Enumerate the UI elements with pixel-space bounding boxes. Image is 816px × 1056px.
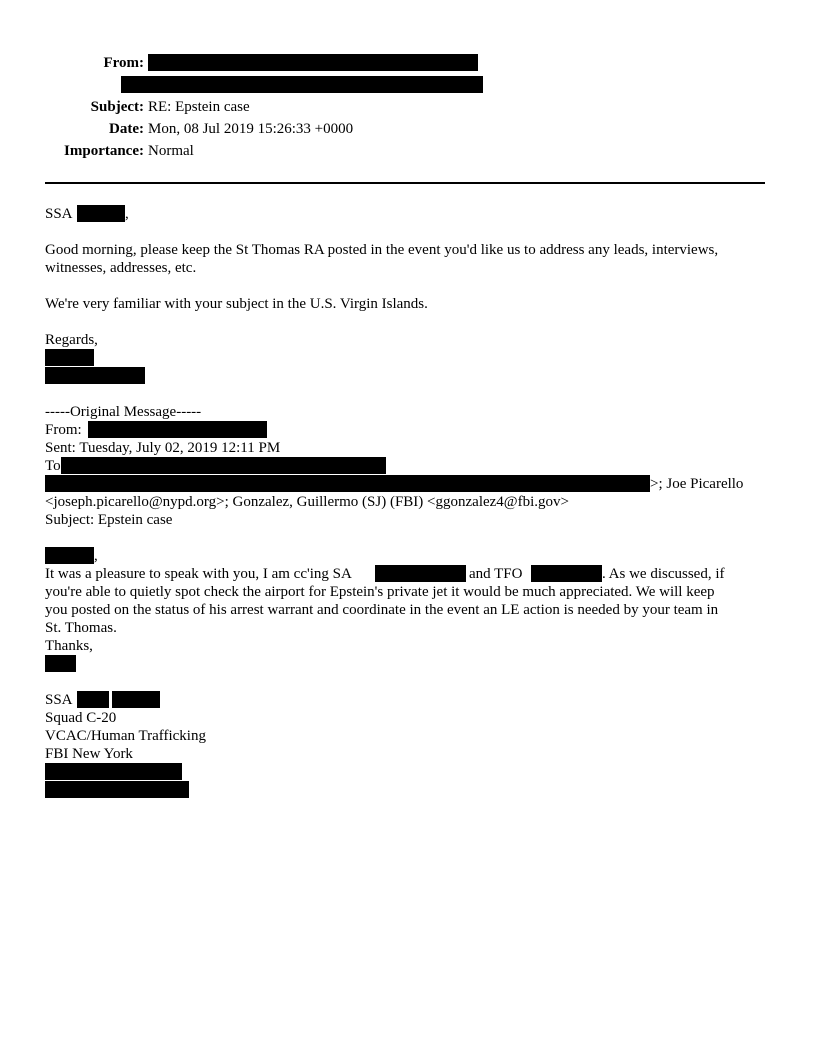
original-to-tail: >; Joe Picarello: [650, 476, 744, 492]
signature-prefix: SSA: [45, 692, 73, 708]
reply-paragraph-1-line-2: witnesses, addresses, etc.: [45, 260, 197, 276]
signature-office: FBI New York: [45, 746, 133, 762]
redacted-from-line2: [121, 76, 483, 93]
original-body-line-1b: and TFO: [469, 566, 523, 582]
original-body-line-2: you're able to quietly spot check the airport for Epstein's private jet it would be much appreciated. We will keep: [45, 584, 715, 600]
signature-unit: VCAC/Human Trafficking: [45, 728, 206, 744]
reply-closing: Regards,: [45, 332, 98, 348]
reply-salutation: [45, 205, 73, 223]
redacted-signature-name: [45, 349, 94, 366]
salutation-suffix: ,: [125, 206, 129, 222]
redacted-sa-name: [375, 565, 466, 582]
reply-paragraph-1-line-1: Good morning, please keep the St Thomas RA posted in the event you'd like us to address any leads, interviews,: [45, 242, 719, 258]
original-body-line-1c: . As we discussed, if: [602, 566, 725, 582]
original-subject-line: Subject: Epstein case: [45, 512, 173, 528]
redacted-signature-title: [45, 367, 145, 384]
original-thanks: Thanks,: [45, 638, 93, 654]
importance-label: Importance:: [64, 143, 144, 159]
subject-label: Subject:: [90, 99, 144, 115]
redacted-original-from: [88, 421, 267, 438]
date-label: Date:: [109, 121, 144, 137]
original-body-line-4: St. Thomas.: [45, 620, 117, 636]
date-value: Mon, 08 Jul 2019 15:26:33 +0000: [148, 121, 354, 137]
redacted-to-line1: [61, 457, 386, 474]
original-message-separator: -----Original Message-----: [45, 404, 202, 420]
salutation-prefix: SSA: [45, 206, 73, 222]
importance-value: Normal: [148, 143, 194, 159]
redacted-sig-phone: [45, 763, 182, 780]
original-body-line-3: you posted on the status of his arrest warrant and coordinate in the event an LE action is needed by your team in: [45, 602, 719, 618]
original-to-label: To: [45, 458, 61, 474]
redacted-sig-first-name: [77, 691, 109, 708]
original-body-line-1a: It was a pleasure to speak with you, I am cc'ing SA: [45, 566, 352, 582]
original-recipients-line2: <joseph.picarello@nypd.org>; Gonzalez, Guillermo (SJ) (FBI) <ggonzalez4@fbi.gov>: [45, 494, 569, 510]
redacted-salutation-name: [77, 205, 125, 222]
redacted-to-line2: [45, 475, 650, 492]
redacted-sig-email: [45, 781, 189, 798]
redacted-from-line1: [148, 54, 478, 71]
redacted-greeting-name: [45, 547, 94, 564]
header-divider: [45, 182, 765, 184]
original-sent-line: Sent: Tuesday, July 02, 2019 12:11 PM: [45, 440, 281, 456]
signature-squad: Squad C-20: [45, 710, 117, 726]
from-label: From:: [103, 55, 144, 71]
redacted-tfo-name: [531, 565, 602, 582]
greeting-suffix: ,: [94, 548, 98, 564]
subject-value: RE: Epstein case: [148, 99, 250, 115]
redacted-thanks-name: [45, 655, 76, 672]
original-from-label: From:: [45, 422, 82, 438]
redacted-sig-last-name: [112, 691, 160, 708]
reply-paragraph-2: We're very familiar with your subject in the U.S. Virgin Islands.: [45, 296, 428, 312]
